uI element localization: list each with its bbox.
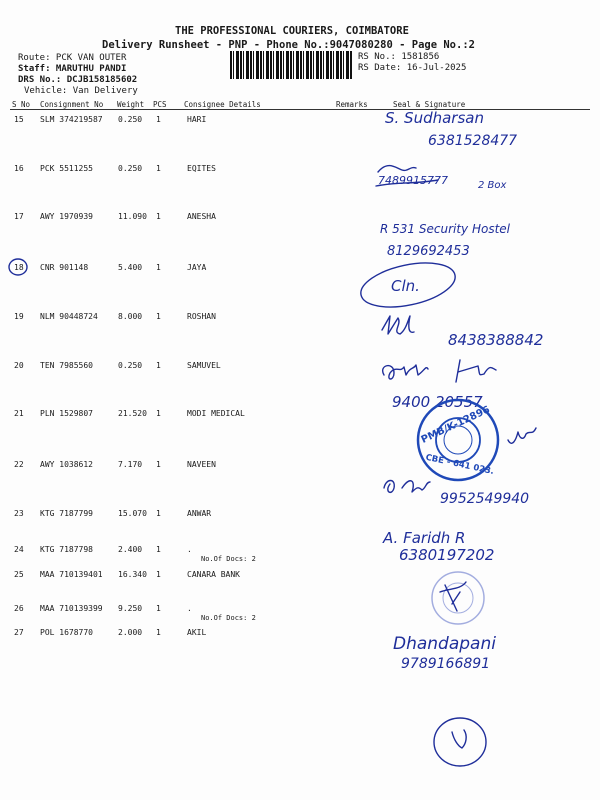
row-consignment: PCK 5511255 (40, 164, 93, 173)
row-weight: 0.250 (118, 115, 143, 124)
staff-label: Staff: MARUTHU PANDI (18, 64, 127, 74)
row-sno: 22 (14, 460, 24, 469)
seal-stamp (418, 400, 498, 480)
address-17: R 531 Security Hostel (380, 222, 511, 236)
row-pcs: 1 (156, 212, 161, 221)
seal-city: CBE - 641 023. (424, 452, 495, 478)
row-weight: 16.340 (118, 570, 147, 579)
row-pcs: 1 (156, 460, 161, 469)
row-weight: 15.070 (118, 509, 147, 518)
row-sno: 21 (14, 409, 24, 418)
phone-24: 6380197202 (399, 546, 495, 564)
row-pcs: 1 (156, 570, 161, 579)
row-sno: 19 (14, 312, 24, 321)
row-consignment: SLM 374219587 (40, 115, 103, 124)
row-sno: 20 (14, 361, 24, 370)
bottom-mark-inner (452, 730, 466, 748)
phone-27: 9789166891 (401, 656, 491, 672)
signature-24: A. Faridh R (383, 529, 466, 547)
row-sno: 23 (14, 509, 24, 518)
row-weight: 2.400 (118, 545, 143, 554)
row-pcs: 1 (156, 312, 161, 321)
phone-19: 8438388842 (448, 331, 544, 349)
row-consignment: AWY 1038612 (40, 460, 93, 469)
row-pcs: 1 (156, 115, 161, 124)
row-pcs: 1 (156, 604, 161, 613)
row-consignee: ROSHAN (187, 312, 216, 321)
col-sno: S No (12, 100, 31, 109)
row-consignee: ANWAR (187, 509, 212, 518)
row-consignment: AWY 1970939 (40, 212, 93, 221)
row-consignee: CANARA BANK (187, 570, 240, 579)
row-consignee: ANESHA (187, 212, 216, 221)
row-weight: 5.400 (118, 263, 143, 272)
row-consignment: KTG 7187798 (40, 545, 93, 554)
signature-19 (382, 316, 414, 334)
row-consignment: KTG 7187799 (40, 509, 93, 518)
row-consignment: POL 1678770 (40, 628, 93, 637)
row-sno: 24 (14, 545, 24, 554)
row-consignment: PLN 1529807 (40, 409, 93, 418)
runsheet-subtitle: Delivery Runsheet - PNP - Phone No.:9047080280 - Page No.:2 (102, 39, 475, 51)
col-consignment: Consignment No (40, 100, 104, 109)
row-consignee: EQITES (187, 164, 216, 173)
row-weight: 11.090 (118, 212, 147, 221)
faded-stamp (432, 572, 484, 624)
signature-18: Cln. (391, 277, 420, 295)
row-pcs: 1 (156, 545, 161, 554)
row-sno: 27 (14, 628, 24, 637)
seal-code: PMB/K-12896 (419, 404, 492, 446)
row-highlight-circle (9, 259, 27, 275)
row-consignee: NAVEEN (187, 460, 216, 469)
row-consignee: AKIL (187, 628, 207, 637)
drs-label: DRS No.: DCJB158185602 (18, 75, 138, 85)
row-pcs: 1 (156, 164, 161, 173)
phone-17: 8129692453 (387, 244, 470, 259)
row-weight: 7.170 (118, 460, 143, 469)
row-pcs: 1 (156, 409, 161, 418)
signature-22 (384, 481, 430, 493)
row-sno: 17 (14, 212, 24, 221)
row-pcs: 1 (156, 361, 161, 370)
row-sno: 18 (14, 263, 24, 272)
col-pcs: PCS (153, 100, 167, 109)
row-docs-count: No.Of Docs: 2 (201, 614, 256, 622)
col-remarks: Remarks (336, 100, 368, 109)
row-sno: 16 (14, 164, 24, 173)
row-weight: 9.250 (118, 604, 143, 613)
row-consignment: NLM 90448724 (40, 312, 98, 321)
row-consignee: SAMUVEL (187, 361, 221, 370)
row-consignee: MODI MEDICAL (187, 409, 245, 418)
signature-26 (440, 582, 466, 611)
row-sno: 25 (14, 570, 24, 579)
phone-15: 6381528477 (428, 133, 518, 149)
vehicle-label: Vehicle: Van Delivery (24, 86, 138, 96)
row-weight: 21.520 (118, 409, 147, 418)
signature-21 (508, 428, 536, 443)
row-consignment: MAA 710139401 (40, 570, 103, 579)
signature-27: Dhandapani (393, 634, 496, 654)
phone-16: 7489915777 (378, 174, 448, 187)
row-docs-count: No.Of Docs: 2 (201, 555, 256, 563)
row-weight: 0.250 (118, 361, 143, 370)
row-pcs: 1 (156, 263, 161, 272)
phone-22: 9952549940 (440, 491, 530, 507)
col-seal-signature: Seal & Signature (393, 100, 466, 109)
phone-20: 9400 20557 (392, 393, 483, 411)
col-weight: Weight (117, 100, 145, 109)
row-consignment: CNR 901148 (40, 263, 89, 272)
col-consignee: Consignee Details (184, 100, 261, 109)
rs-no-label: RS No.: 1581856 (358, 52, 440, 62)
row-consignment: TEN 7985560 (40, 361, 93, 370)
row-pcs: 1 (156, 628, 161, 637)
row-sno: 26 (14, 604, 24, 613)
row-weight: 8.000 (118, 312, 143, 321)
row-consignee: . (187, 545, 192, 554)
row-weight: 2.000 (118, 628, 143, 637)
signature-15: S. Sudharsan (385, 109, 484, 127)
company-title: THE PROFESSIONAL COURIERS, COIMBATORE (175, 25, 409, 37)
rs-date-label: RS Date: 16-Jul-2025 (358, 63, 467, 73)
row-consignment: MAA 710139399 (40, 604, 103, 613)
row-consignee: JAYA (187, 263, 207, 272)
route-label: Route: PCK VAN OUTER (18, 53, 127, 63)
bottom-circle-mark (434, 718, 486, 766)
row-sno: 15 (14, 115, 24, 124)
signature-20 (383, 360, 496, 382)
row-pcs: 1 (156, 509, 161, 518)
row-consignee: . (187, 604, 192, 613)
row-weight: 0.250 (118, 164, 143, 173)
box-note-16: 2 Box (478, 180, 507, 191)
row-consignee: HARI (187, 115, 207, 124)
